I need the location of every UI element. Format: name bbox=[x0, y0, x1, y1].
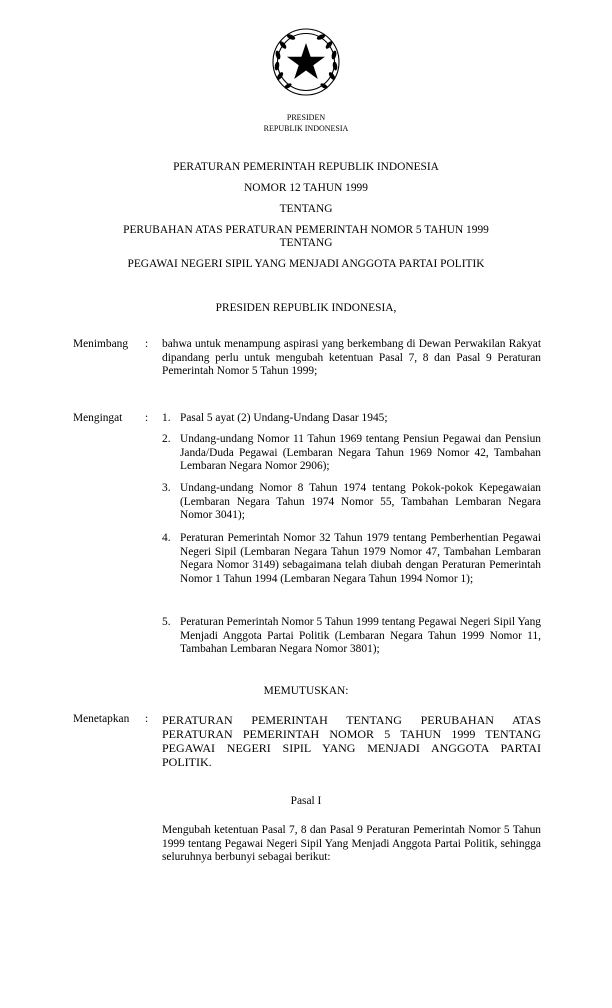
header-line-republik: REPUBLIK INDONESIA bbox=[263, 124, 349, 133]
pasal-heading: Pasal I bbox=[290, 795, 322, 807]
mengingat-label: Mengingat bbox=[73, 412, 123, 424]
mengingat-item-text: Peraturan Pemerintah Nomor 32 Tahun 1979 tentang Pemberhentian Pegawai Negeri Sipil (Lembaran Negara Tahun 1979 Nomor 47, Tambahan Lembaran Negara Nomor 3149) sebagaimana telah diubah dengan Peraturan Pemerintah Nomor 1 Tahun 1994 (Lembaran Negara Tahun 1994 Nomor 1); bbox=[180, 532, 541, 585]
mengingat-item-number: 2. bbox=[162, 433, 171, 445]
title-line-3: TENTANG bbox=[279, 203, 333, 215]
mengingat-item-number: 1. bbox=[162, 412, 171, 424]
mengingat-item-text: Undang-undang Nomor 8 Tahun 1974 tentang Pokok-pokok Kepegawaian (Lembaran Negara Tahun 1974 Nomor 55, Tambahan Lembaran Negara Nomor 3041); bbox=[180, 482, 541, 521]
title-line-5: TENTANG bbox=[279, 237, 333, 249]
mengingat-item-number: 4. bbox=[162, 532, 171, 544]
mengingat-item-text: Pasal 5 ayat (2) Undang-Undang Dasar 1945; bbox=[180, 412, 388, 424]
mengingat-item-text: Undang-undang Nomor 11 Tahun 1969 tentang Pensiun Pegawai dan Pensiun Janda/Duda Pegawai (Lembaran Negara Tahun 1969 Nomor 42, Tambahan Lembaran Negara Nomor 2906); bbox=[180, 433, 541, 472]
garuda-star-emblem-icon bbox=[268, 26, 344, 98]
mengingat-item-number: 5. bbox=[162, 616, 171, 628]
header-line-presiden: PRESIDEN bbox=[286, 113, 326, 122]
mengingat-item-3 bbox=[162, 482, 541, 523]
memutuskan-heading: MEMUTUSKAN: bbox=[263, 685, 349, 697]
pasal-text: Mengubah ketentuan Pasal 7, 8 dan Pasal 9 Peraturan Pemerintah Nomor 5 Tahun 1999 tentang Pegawai Negeri Sipil Yang Menjadi Anggota Partai Politik, sehingga seluruhnya berbunyi sebagai berikut: bbox=[162, 824, 541, 863]
mengingat-item-2 bbox=[162, 433, 541, 474]
mengingat-item-number: 3. bbox=[162, 482, 171, 494]
mengingat-item-5 bbox=[162, 616, 541, 657]
title-line-2: NOMOR 12 TAHUN 1999 bbox=[244, 182, 368, 194]
mengingat-item-1 bbox=[162, 412, 541, 426]
president-heading: PRESIDEN REPUBLIK INDONESIA, bbox=[215, 302, 397, 314]
menimbang-colon: : bbox=[145, 338, 149, 350]
menimbang-label: Menimbang bbox=[73, 338, 129, 350]
menetapkan-text: PERATURAN PEMERINTAH TENTANG PERUBAHAN ATAS PERATURAN PEMERINTAH NOMOR 5 TAHUN 1999 TENTANG PEGAWAI NEGERI SIPIL YANG MENJADI ANGGOTA PARTAI POLITIK. bbox=[162, 713, 541, 769]
title-line-1: PERATURAN PEMERINTAH REPUBLIK INDONESIA bbox=[173, 161, 439, 173]
menimbang-text: bahwa untuk menampung aspirasi yang berkembang di Dewan Perwakilan Rakyat dipandang perlu untuk mengubah ketentuan Pasal 7, 8 dan Pasal 9 Peraturan Pemerintah Nomor 5 Tahun 1999; bbox=[162, 338, 541, 377]
mengingat-item-4 bbox=[162, 532, 541, 586]
menetapkan-colon: : bbox=[145, 713, 149, 725]
title-line-4: PERUBAHAN ATAS PERATURAN PEMERINTAH NOMOR 5 TAHUN 1999 bbox=[123, 224, 489, 236]
mengingat-colon: : bbox=[145, 412, 149, 424]
mengingat-item-text: Peraturan Pemerintah Nomor 5 Tahun 1999 tentang Pegawai Negeri Sipil Yang Menjadi Anggota Partai Politik (Lembaran Negara Tahun 1999 Nomor 11, Tambahan Lembaran Negara Nomor 3801); bbox=[180, 616, 541, 655]
menetapkan-label: Menetapkan bbox=[73, 713, 130, 725]
title-line-6: PEGAWAI NEGERI SIPIL YANG MENJADI ANGGOTA PARTAI POLITIK bbox=[127, 258, 485, 270]
